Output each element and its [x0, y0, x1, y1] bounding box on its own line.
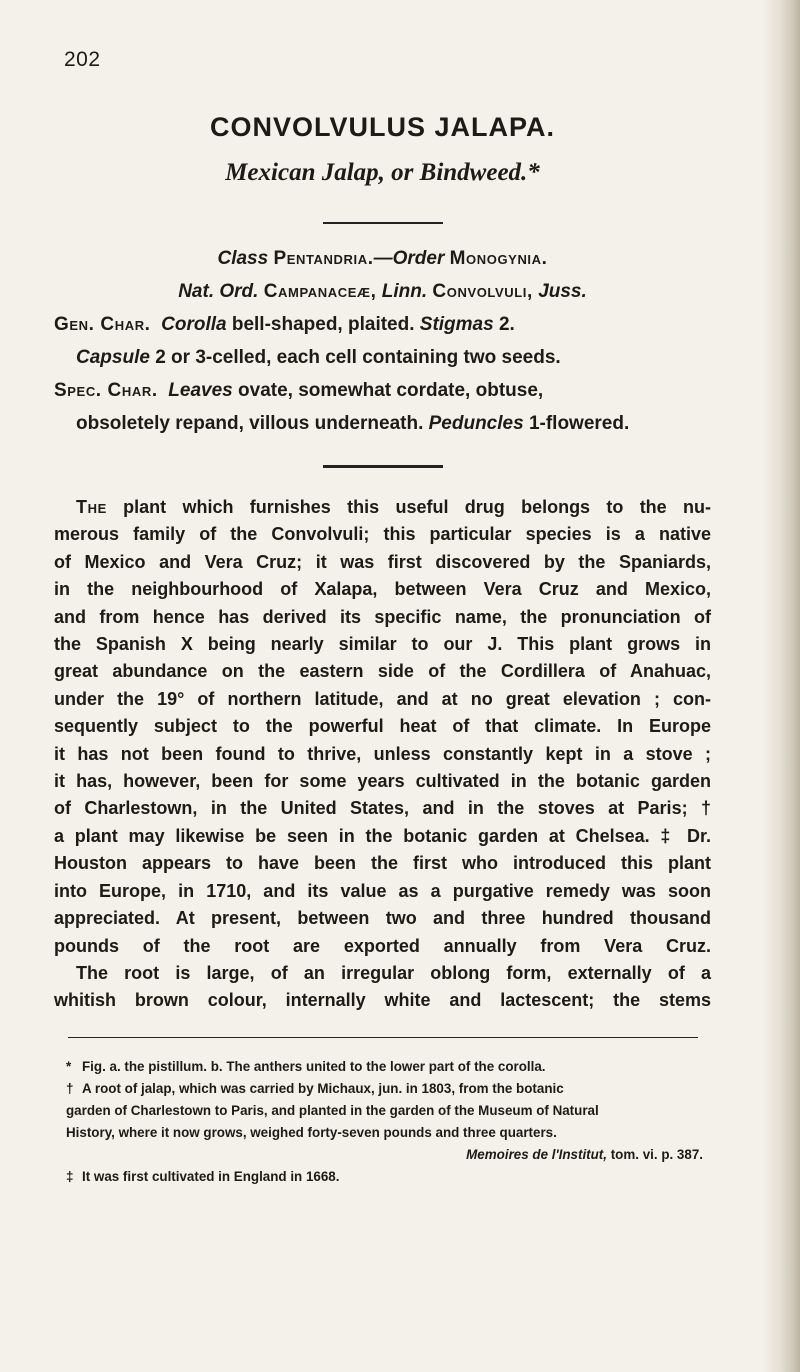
body-line: The root is large, of an irregular oblong form, externally of a — [76, 962, 711, 983]
body-line: it has not been found to thrive, unless constantly kept in a stove ; — [54, 743, 711, 764]
footnote-2: † A root of jalap, which was carried by Michaux, jun. in 1803, from the botanic — [66, 1080, 564, 1096]
body-line: of Charlestown, in the United States, and in the stoves at Paris; † — [54, 798, 711, 819]
body-line: in the neighbourhood of Xalapa, between Vera Cruz and Mexico, — [54, 579, 711, 600]
title-divider — [323, 222, 443, 224]
footnote-1: * Fig. a. the pistillum. b. The anthers united to the lower part of the corolla. — [66, 1058, 546, 1074]
body-line: into Europe, in 1710, and its value as a purgative remedy was soon — [54, 880, 711, 901]
page-subtitle: Mexican Jalap, or Bindweed.* — [225, 159, 540, 186]
specific-character: Spec. Char. Leaves ovate, somewhat cordate, obtuse, — [54, 380, 544, 401]
body-line: appreciated. At present, between two and three hundred thousand — [54, 908, 711, 929]
class-order-line: Class Pentandria.—Order Monogynia. — [217, 248, 548, 269]
body-line: the Spanish X being nearly similar to our J. This plant grows in — [54, 634, 711, 655]
footnote-divider — [68, 1037, 698, 1038]
body-paragraph-1 — [54, 494, 711, 960]
body-line: The plant which furnishes this useful drug belongs to the nu- — [76, 497, 711, 517]
natural-order-line: Nat. Ord. Campanaceæ, Linn. Convolvuli, Juss. — [178, 281, 587, 302]
body-line: a plant may likewise be seen in the botanic garden at Chelsea. ‡ Dr. — [54, 825, 711, 846]
body-line: sequently subject to the powerful heat of that climate. In Europe — [54, 716, 711, 737]
specific-character-continued: obsoletely repand, villous underneath. Peduncles 1-flowered. — [76, 413, 630, 434]
body-line: pounds of the root are exported annually from Vera Cruz. — [54, 935, 711, 956]
body-line: under the 19° of northern latitude, and at no great elevation ; con- — [54, 688, 711, 709]
body-line: and from hence has derived its specific name, the pronunciation of — [54, 606, 711, 627]
section-divider — [323, 465, 443, 468]
body-line: merous family of the Convolvuli; this particular species is a native — [54, 524, 711, 545]
body-line: whitish brown colour, internally white and lactescent; the stems — [54, 990, 711, 1011]
footnote-3: ‡ It was first cultivated in England in 1668. — [66, 1168, 340, 1184]
classification-block — [54, 242, 711, 440]
footnote-2-line: History, where it now grows, weighed forty-seven pounds and three quarters. — [66, 1124, 557, 1140]
body-line: it has, however, been for some years cultivated in the botanic garden — [54, 771, 711, 792]
page-edge-shadow — [762, 0, 800, 1372]
page-title: CONVOLVULUS JALAPA. — [209, 112, 556, 142]
body-paragraph-2 — [54, 960, 711, 1015]
footnote-2-source: Memoires de l'Institut, tom. vi. p. 387. — [466, 1146, 703, 1162]
page-number: 202 — [64, 48, 101, 71]
generic-character-capsule: Capsule 2 or 3-celled, each cell containing two seeds. — [76, 347, 561, 368]
body-line: Houston appears to have been the first who introduced this plant — [54, 853, 711, 874]
footnotes — [54, 1056, 711, 1188]
generic-character: Gen. Char. Corolla bell-shaped, plaited. Stigmas 2. — [54, 314, 515, 335]
body-line: of Mexico and Vera Cruz; it was first discovered by the Spaniards, — [54, 551, 711, 572]
body-line: great abundance on the eastern side of the Cordillera of Anahuac, — [54, 661, 711, 682]
page-content — [54, 112, 711, 1188]
footnote-2-line: garden of Charlestown to Paris, and planted in the garden of the Museum of Natural — [66, 1102, 599, 1118]
